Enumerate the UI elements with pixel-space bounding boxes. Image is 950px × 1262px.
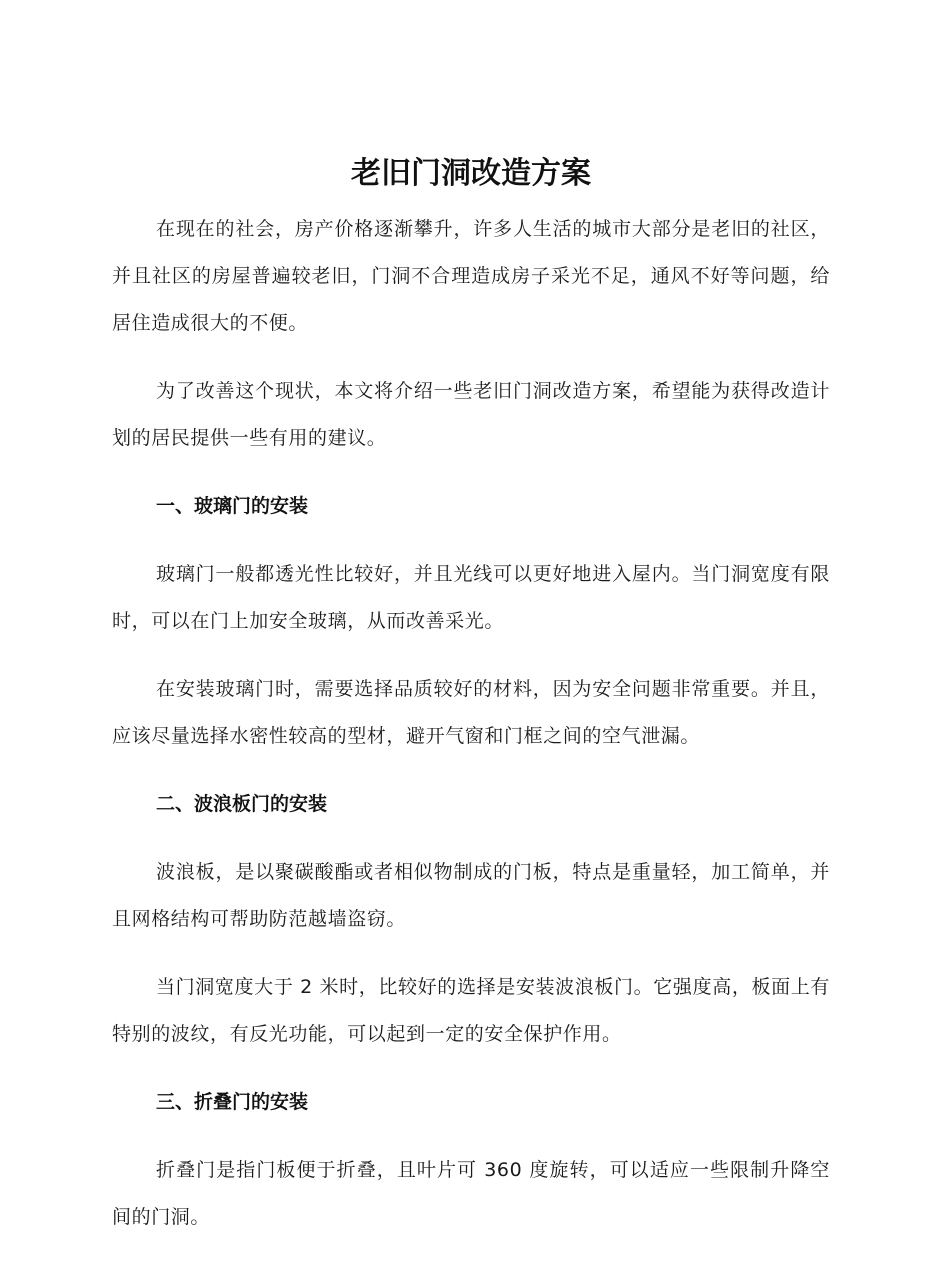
intro-paragraph-2: 为了改善这个现状，本文将介绍一些老旧门洞改造方案，希望能为获得改造计划的居民提供一些有用的建议。 [112,380,830,449]
document-page [112,150,830,1262]
section-corrugated-door [112,781,830,1058]
intro-paragraph-1: 在现在的社会，房产价格逐渐攀升，许多人生活的城市大部分是老旧的社区，并且社区的房屋普遍较老旧，门洞不合理造成房子采光不足，通风不好等问题，给居住造成很大的不便。 [112,218,830,334]
document-title: 老旧门洞改造方案 [351,156,591,191]
section-heading-corrugated-door: 二、波浪板门的安装 [156,793,328,815]
section-paragraph: 波浪板，是以聚碳酸酯或者相似物制成的门板，特点是重量轻，加工简单，并且网格结构可帮助防范越墙盗窃。 [112,861,830,930]
section-heading-folding-door: 三、折叠门的安装 [156,1091,309,1113]
section-glass-door [112,483,830,760]
section-heading-glass-door: 一、玻璃门的安装 [156,495,309,517]
section-folding-door [112,1079,830,1241]
section-paragraph: 玻璃门一般都透光性比较好，并且光线可以更好地进入屋内。当门洞宽度有限时，可以在门上加安全玻璃，从而改善采光。 [112,563,830,632]
section-paragraph: 当门洞宽度大于 2 米时，比较好的选择是安装波浪板门。它强度高，板面上有特别的波纹，有反光功能，可以起到一定的安全保护作用。 [112,976,830,1045]
section-paragraph: 在安装玻璃门时，需要选择品质较好的材料，因为安全问题非常重要。并且，应该尽量选择水密性较高的型材，避开气窗和门框之间的空气泄漏。 [112,678,830,747]
section-paragraph: 折叠门是指门板便于折叠，且叶片可 360 度旋转，可以适应一些限制升降空间的门洞。 [112,1159,830,1228]
